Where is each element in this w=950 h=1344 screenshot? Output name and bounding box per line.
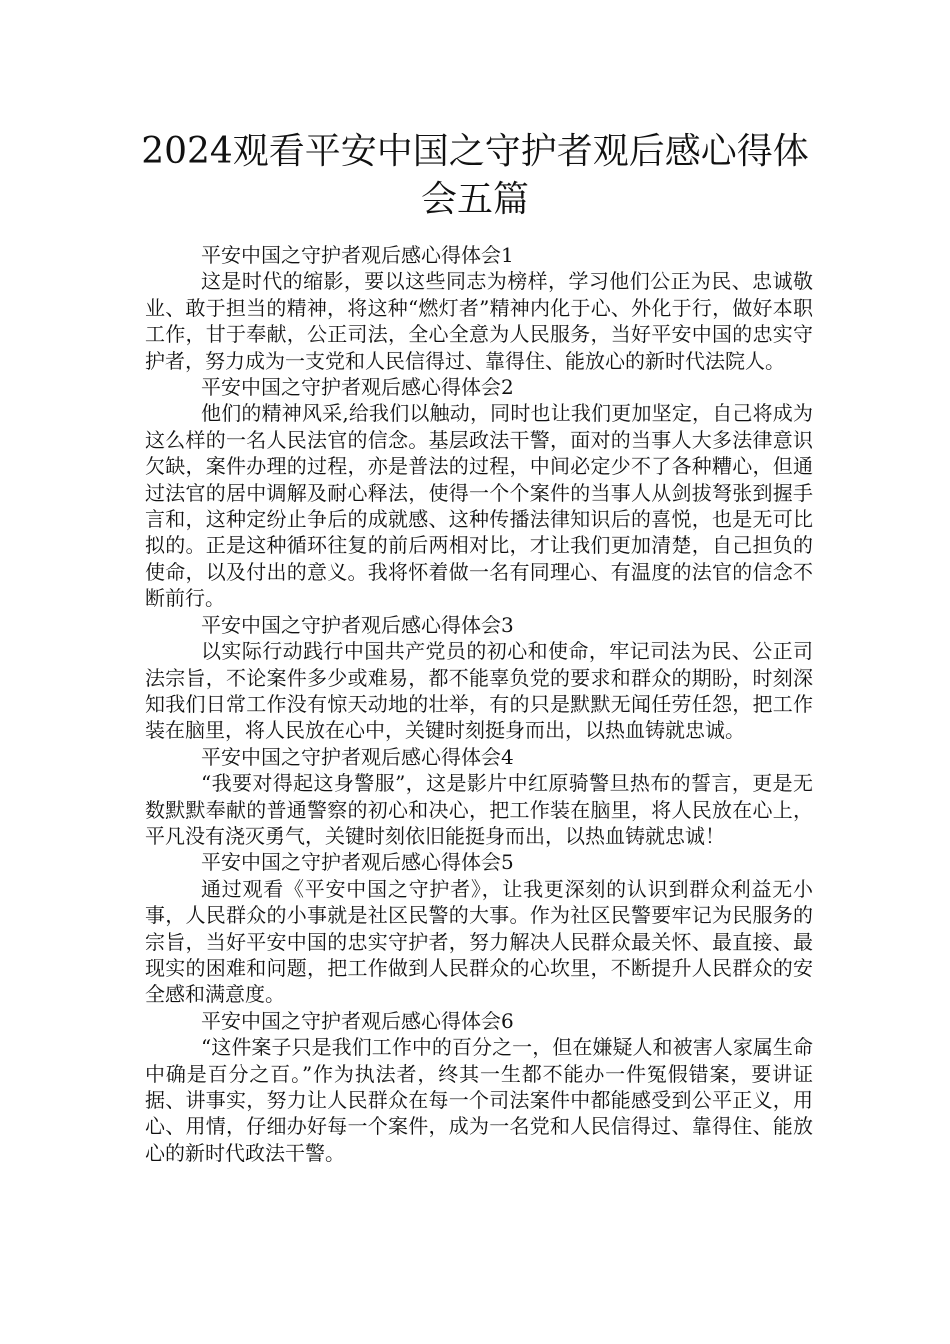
section-heading: 平安中国之守护者观后感心得体会1 — [201, 243, 514, 267]
section-3 — [145, 612, 813, 744]
section-4 — [145, 744, 813, 850]
section-heading: 平安中国之守护者观后感心得体会4 — [201, 744, 514, 769]
section-paragraph: “我要对得起这身警服”，这是影片中红原骑警旦热布的誓言，更是无数默默奉献的普通警察的初心和决心，把工作装在脑里，将人民放在心上，平凡没有浇灭勇气，关键时刻依旧能挺身而出，以热血铸就忠诚！ — [145, 771, 813, 848]
document-body — [145, 242, 813, 1166]
section-paragraph: 以实际行动践行中国共产党员的初心和使命，牢记司法为民、公正司法宗旨，不论案件多少或难易，都不能辜负党的要求和群众的期盼，时刻深知我们日常工作没有惊天动地的壮举，有的只是默默无闻任劳任怨，把工作装在脑里，将人民放在心中，关键时刻挺身而出，以热血铸就忠诚。 — [145, 639, 813, 743]
section-1 — [145, 242, 813, 374]
section-6 — [145, 1008, 813, 1166]
section-paragraph: 他们的精神风采,给我们以触动，同时也让我们更加坚定，自己将成为这么样的一名人民法官的信念。基层政法干警，面对的当事人大多法律意识欠缺，案件办理的过程，亦是普法的过程，中间必定少不了各种糟心，但通过法官的居中调解及耐心释法，使得一个个案件的当事人从剑拔弩张到握手言和，这种定纷止争后的成就感、这种传播法律知识后的喜悦，也是无可比拟的。正是这种循环往复的前后两相对比，才让我们更加清楚，自己担负的使命，以及付出的意义。我将怀着做一名有同理心、有温度的法官的信念不断前行。 — [145, 401, 813, 611]
section-5 — [145, 849, 813, 1007]
section-paragraph: 这是时代的缩影，要以这些同志为榜样，学习他们公正为民、忠诚敬业、敢于担当的精神，将这种“燃灯者”精神内化于心、外化于行，做好本职工作，甘于奉献，公正司法，全心全意为人民服务，当好平安中国的忠实守护者，努力成为一支党和人民信得过、靠得住、能放心的新时代法院人。 — [145, 269, 813, 373]
document-title: 2024观看平安中国之守护者观后感心得体会五篇 — [141, 131, 809, 220]
section-paragraph: 通过观看《平安中国之守护者》，让我更深刻的认识到群众利益无小事，人民群众的小事就是社区民警的大事。作为社区民警要牢记为民服务的宗旨，当好平安中国的忠实守护者，努力解决人民群众最关怀、最直接、最现实的困难和问题，把工作做到人民群众的心坎里，不断提升人民群众的安全感和满意度。 — [145, 876, 813, 1007]
section-heading: 平安中国之守护者观后感心得体会6 — [201, 1008, 514, 1033]
section-paragraph: “这件案子只是我们工作中的百分之一，但在嫌疑人和被害人家属生命中确是百分之百。”作为执法者，终其一生都不能办一件冤假错案，要讲证据、讲事实，努力让人民群众在每一个司法案件中都能感受到公平正义，用心、用情，仔细办好每一个案件，成为一名党和人民信得过、靠得住、能放心的新时代政法干警。 — [145, 1035, 813, 1165]
section-heading: 平安中国之守护者观后感心得体会5 — [201, 850, 514, 875]
section-2 — [145, 374, 813, 612]
section-heading: 平安中国之守护者观后感心得体会2 — [201, 375, 514, 400]
section-heading: 平安中国之守护者观后感心得体会3 — [201, 612, 514, 637]
